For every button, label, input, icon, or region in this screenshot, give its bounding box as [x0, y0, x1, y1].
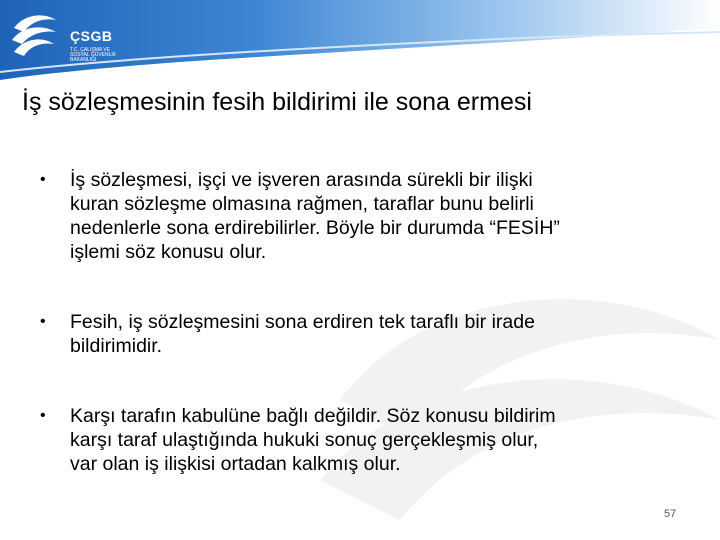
logo-subtitle-line: BAKANLIĞI: [70, 57, 97, 63]
bullet-line: İş sözleşmesi, işçi ve işveren arasında sürekli bir ilişki: [70, 169, 533, 191]
bullet-line: kuran sözleşme olmasına rağmen, taraflar bunu belirli: [70, 193, 534, 215]
bullet-line: karşı taraf ulaştığında hukuki sonuç gerçekleşmiş olur,: [70, 429, 539, 451]
bullet-dot-icon: •: [40, 313, 46, 330]
bullet-item: [32, 310, 692, 358]
bullet-dot-icon: •: [40, 171, 46, 188]
slide-title: İş sözleşmesinin fesih bildirimi ile sona ermesi: [22, 88, 532, 116]
logo-subtitle: [70, 48, 130, 63]
bullet-line: bildirimidir.: [70, 335, 163, 357]
bullet-list: [32, 168, 692, 476]
bullet-line: işlemi söz konusu olur.: [70, 241, 267, 263]
bullet-line: nedenlerle sona erdirebilirler. Böyle bir durumda “FESİH”: [70, 217, 560, 239]
bullet-dot-icon: •: [40, 407, 46, 424]
csgb-logo: [6, 6, 126, 66]
page-number: 57: [664, 508, 677, 520]
bullet-line: var olan iş ilişkisi ortadan kalkmış olur.: [70, 453, 401, 475]
bullet-item: [32, 404, 692, 476]
bullet-line: Fesih, iş sözleşmesini sona erdiren tek taraflı bir irade: [70, 311, 535, 333]
logo-emblem-icon: [6, 6, 64, 64]
logo-subtitle-line: T.C. ÇALIŞMA VE: [70, 47, 111, 53]
logo-name: ÇSGB: [70, 28, 113, 44]
bullet-item: [32, 168, 692, 264]
bullet-line: Karşı tarafın kabulüne bağlı değildir. Söz konusu bildirim: [70, 405, 556, 427]
logo-subtitle-line: SOSYAL GÜVENLİK: [70, 52, 117, 58]
